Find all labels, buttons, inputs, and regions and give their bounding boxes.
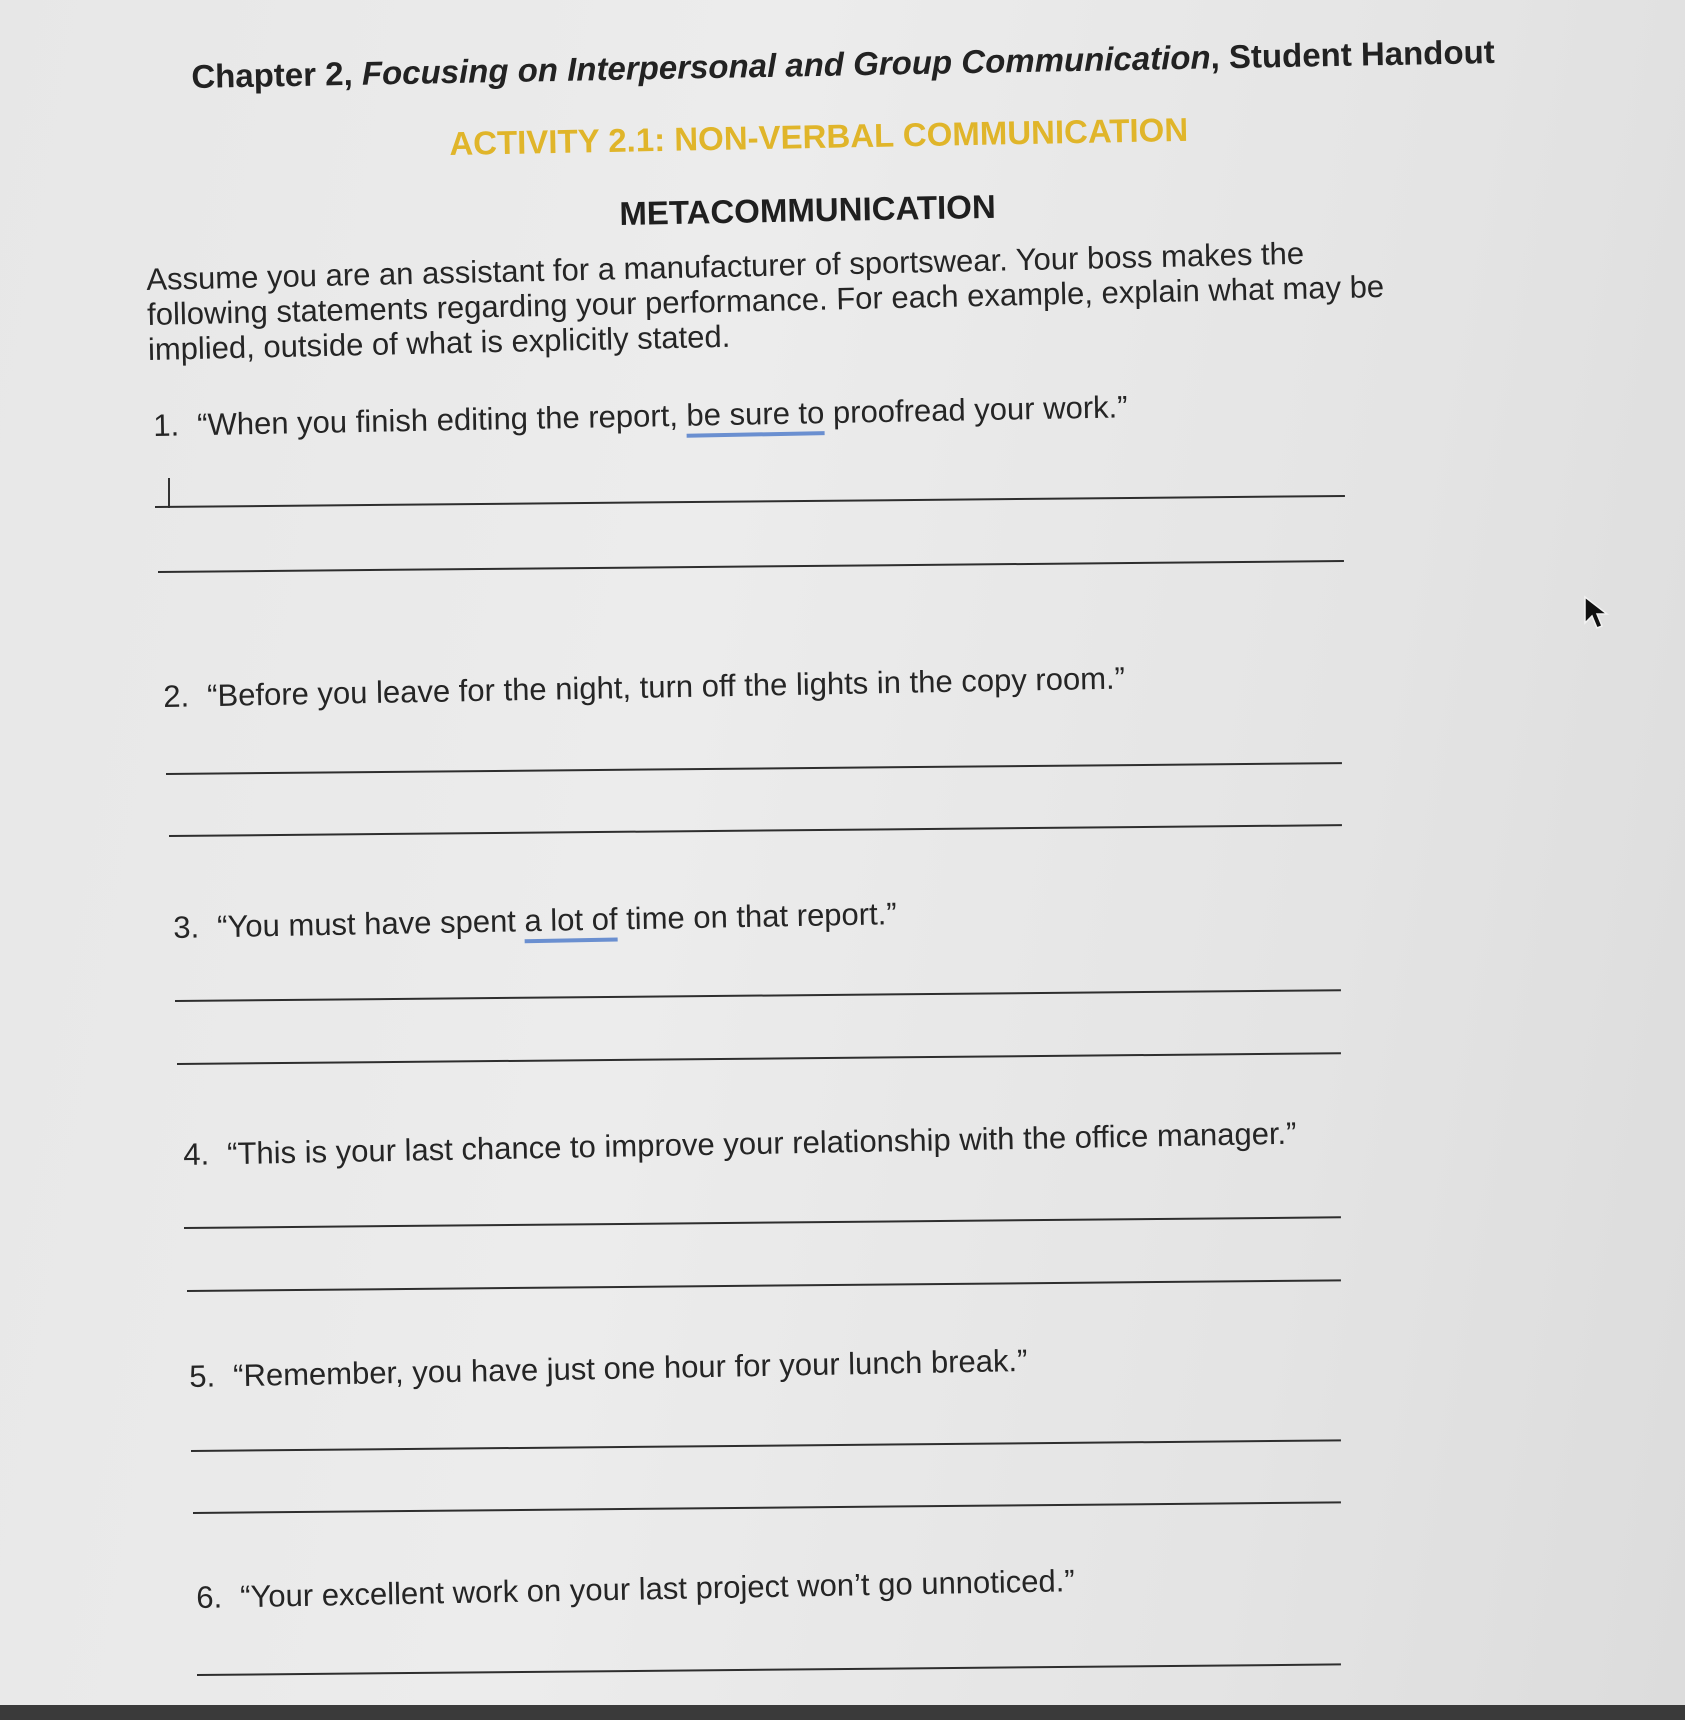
question-1: 1. “When you finish editing the report, be sure to proofread your work.” bbox=[153, 389, 1128, 443]
answer-line-3a[interactable] bbox=[175, 989, 1341, 1002]
question-2: 2. “Before you leave for the night, turn off the lights in the copy room.” bbox=[163, 660, 1126, 714]
answer-line-5b[interactable] bbox=[193, 1501, 1341, 1514]
answer-line-4b[interactable] bbox=[187, 1279, 1341, 1292]
book-title: Focusing on Interpersonal and Group Communication bbox=[361, 38, 1211, 92]
answer-line-4a[interactable] bbox=[184, 1216, 1341, 1229]
answer-line-2a[interactable] bbox=[166, 762, 1342, 775]
mouse-pointer-icon bbox=[1583, 595, 1611, 631]
question-4: 4. “This is your last chance to improve your relationship with the office manager.” bbox=[183, 1115, 1297, 1172]
text-cursor-icon bbox=[168, 478, 170, 508]
intro-paragraph: Assume you are an assistant for a manufacturer of sportswear. Your boss makes the following statements regarding your performance. For each example, explain what may be implied, outside of what is explicitly stated. bbox=[146, 235, 1385, 367]
activity-title: ACTIVITY 2.1: NON-VERBAL COMMUNICATION bbox=[449, 110, 1189, 162]
answer-line-3b[interactable] bbox=[177, 1052, 1341, 1065]
answer-line-6a[interactable] bbox=[197, 1663, 1341, 1676]
screen-bottom-edge bbox=[0, 1705, 1685, 1720]
answer-line-5a[interactable] bbox=[191, 1439, 1341, 1452]
question-6: 6. “Your excellent work on your last project won’t go unnoticed.” bbox=[196, 1563, 1075, 1615]
underlined-phrase: be sure to bbox=[686, 395, 825, 438]
answer-line-2b[interactable] bbox=[169, 824, 1342, 837]
answer-line-1a[interactable] bbox=[155, 495, 1345, 508]
answer-line-1b[interactable] bbox=[158, 560, 1344, 573]
question-3: 3. “You must have spent a lot of time on that report.” bbox=[173, 896, 897, 945]
underlined-phrase: a lot of bbox=[524, 901, 618, 943]
section-title: METACOMMUNICATION bbox=[619, 187, 997, 232]
page-header: Chapter 2, Focusing on Interpersonal and Group Communication, Student Handout bbox=[191, 32, 1496, 95]
question-5: 5. “Remember, you have just one hour for your lunch break.” bbox=[189, 1342, 1028, 1394]
